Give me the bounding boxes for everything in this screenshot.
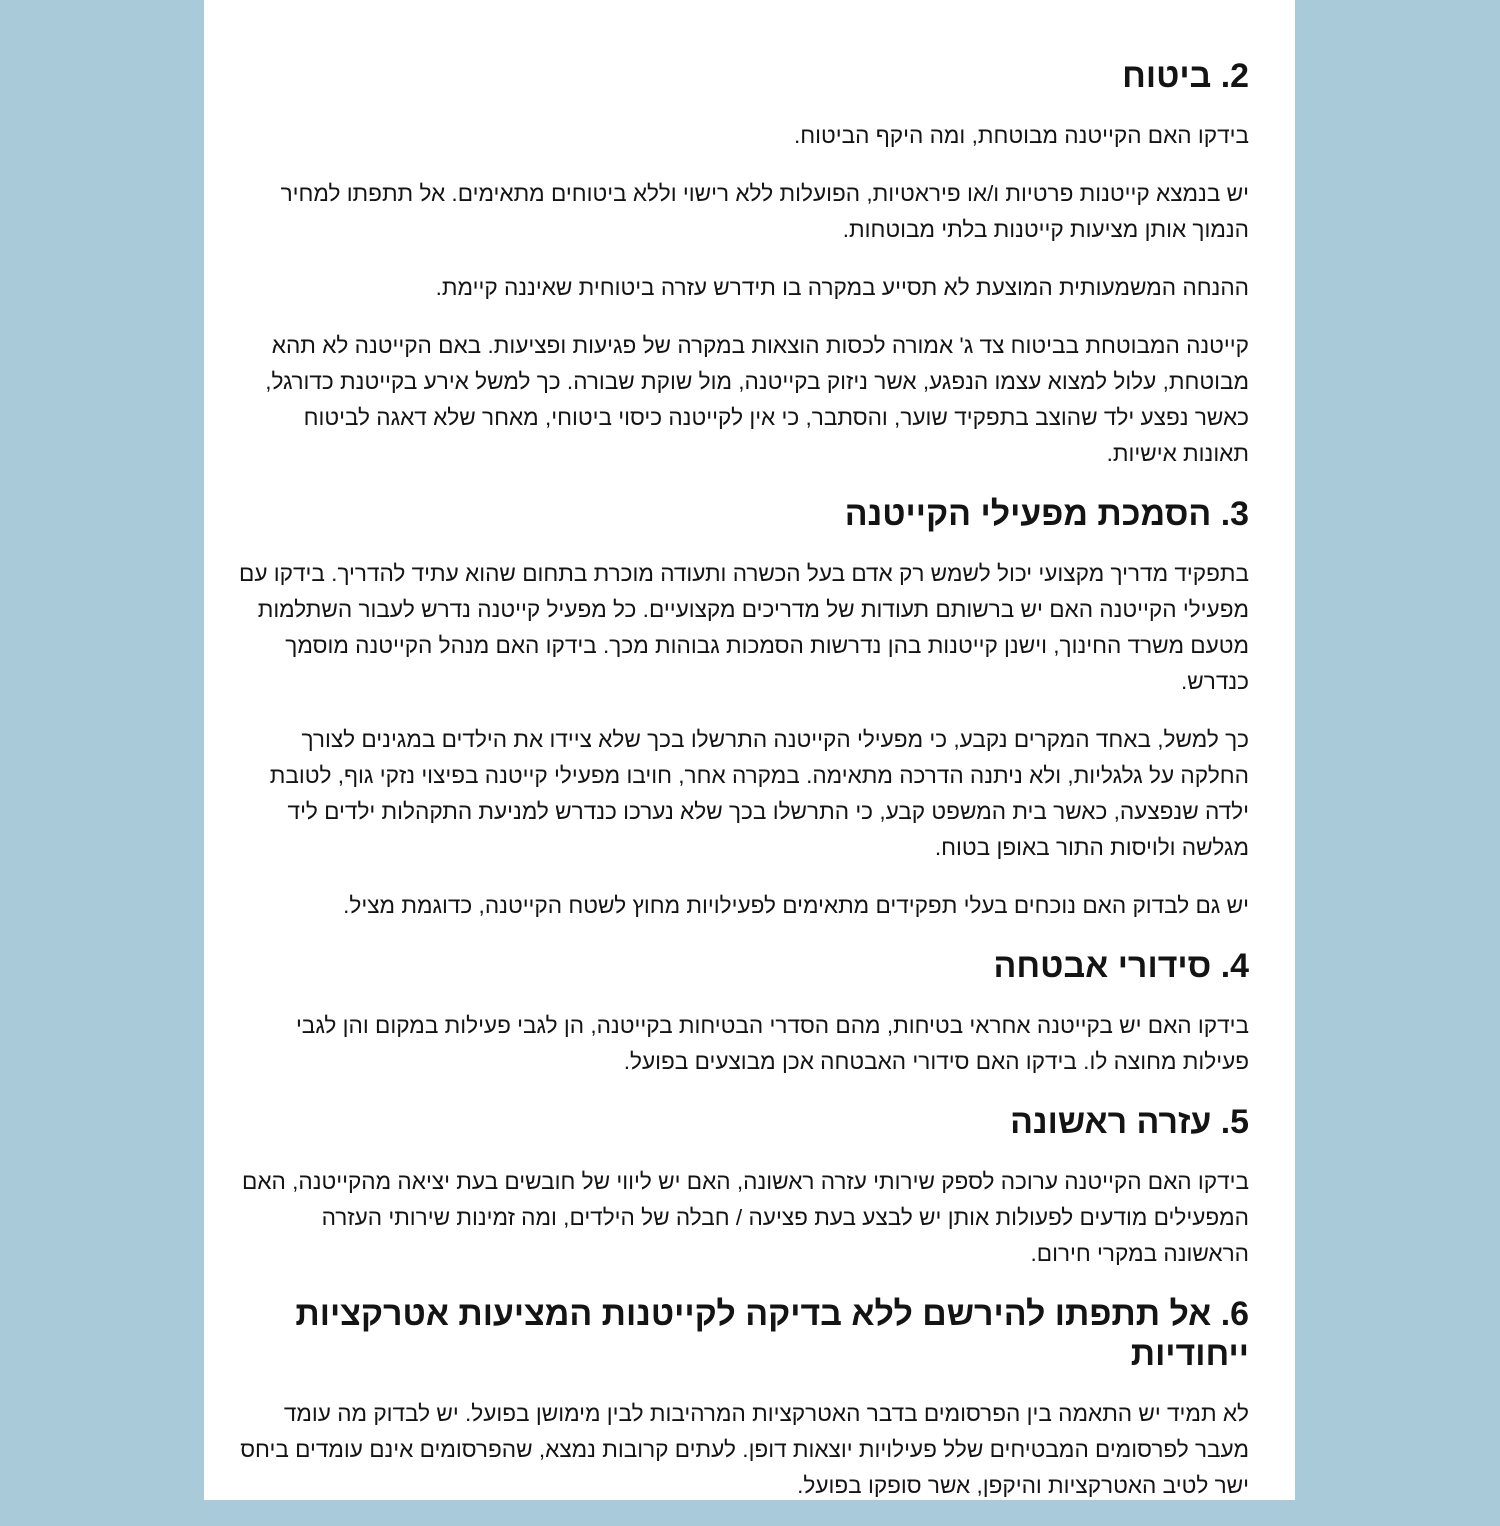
paragraph: קייטנה המבוטחת בביטוח צד ג' אמורה לכסות הוצאות במקרה של פגיעות ופציעות. באם הקייטנה לא תהא מבוטחת, עלול למצוא עצמו הנפגע, אשר ניזוק בקייטנה, מול שוקת שבורה. כך למשל אירע בקייטנת כדורגל, כאשר נפצע ילד שהוצב בתפקיד שוער, והסתבר, כי אין לקייטנה כיסוי ביטוחי, מאחר שלא דאגה לביטוח תאונות אישיות. [265,333,1249,466]
section-heading: 5. עזרה ראשונה [1010,1103,1249,1141]
section-operator-certification [232,494,1249,924]
section-attractions [232,1294,1249,1504]
section-heading: 2. ביטוח [1122,57,1249,95]
paragraph: יש בנמצא קייטנות פרטיות ו/או פיראטיות, הפועלות ללא רישוי וללא ביטוחים מתאימים. אל תתפתו למחיר הנמוך אותן מציעות קייטנות בלתי מבוטחות. [280,181,1249,242]
paragraph: יש גם לבדוק האם נוכחים בעלי תפקידים מתאימים לפעילויות מחוץ לשטח הקייטנה, כדוגמת מציל. [343,893,1249,918]
section-insurance [232,56,1249,472]
paragraph: בידקו האם יש בקייטנה אחראי בטיחות, מהם הסדרי הבטיחות בקייטנה, הן לגבי פעילות במקום והן לגבי פעילות מחוצה לו. בידקו האם סידורי האבטחה אכן מבוצעים בפועל. [295,1013,1249,1074]
section-heading: 6. אל תתפתו להירשם ללא בדיקה לקייטנות המציעות אטרקציות ייחודיות [295,1295,1249,1373]
section-security-arrangements [232,946,1249,1080]
paragraph: בידקו האם הקייטנה ערוכה לספק שירותי עזרה ראשונה, האם יש ליווי של חובשים בעת יציאה מהקייטנה, האם המפעילים מודעים לפעולות אותן יש לבצע בעת פציעה / חבלה של הילדים, ומה זמינות שירותי העזרה הראשונה במקרי חירום. [242,1169,1249,1266]
document-content [232,56,1249,1526]
section-heading: 3. הסמכת מפעילי הקייטנה [844,495,1249,533]
section-heading: 4. סידורי אבטחה [993,947,1249,985]
section-first-aid [232,1102,1249,1272]
paragraph: בתפקיד מדריך מקצועי יכול לשמש רק אדם בעל הכשרה ותעודה מוכרת בתחום שהוא עתיד להדריך. בידקו עם מפעילי הקייטנה האם יש ברשותם תעודות של מדריכים מקצועיים. כל מפעיל קייטנה נדרש לעבור השתלמות מטעם משרד החינוך, וישנן קייטנות בהן נדרשות הסמכות גבוהות מכך. בידקו האם מנהל הקייטנה מוסמך כנדרש. [239,561,1249,694]
paragraph: לא תמיד יש התאמה בין הפרסומים בדבר האטרקציות המרהיבות לבין מימושן בפועל. יש לבדוק מה עומד מעבר לפרסומים המבטיחים שלל פעילויות יוצאות דופן. לעתים קרובות נמצא, שהפרסומים אינם עומדים ביחס ישר לטיב האטרקציות והיקפן, אשר סופקו בפועל. [240,1401,1249,1498]
paragraph: כך למשל, באחד המקרים נקבע, כי מפעילי הקייטנה התרשלו בכך שלא ציידו את הילדים במגינים לצורך החלקה על גלגליות, ולא ניתנה הדרכה מתאימה. במקרה אחר, חויבו מפעילי קייטנה בפיצוי נזקי גוף, לטובת ילדה שנפצעה, כאשר בית המשפט קבע, כי התרשלו בכך שלא נערכו כנדרש למניעת התקהלות ילדים ליד מגלשה ולויסות התור באופן בטוח. [269,727,1249,860]
paragraph: ההנחה המשמעותית המוצעת לא תסייע במקרה בו תידרש עזרה ביטוחית שאיננה קיימת. [435,275,1249,300]
document-page [204,0,1295,1500]
paragraph: בידקו האם הקייטנה מבוטחת, ומה היקף הביטוח. [793,123,1249,148]
